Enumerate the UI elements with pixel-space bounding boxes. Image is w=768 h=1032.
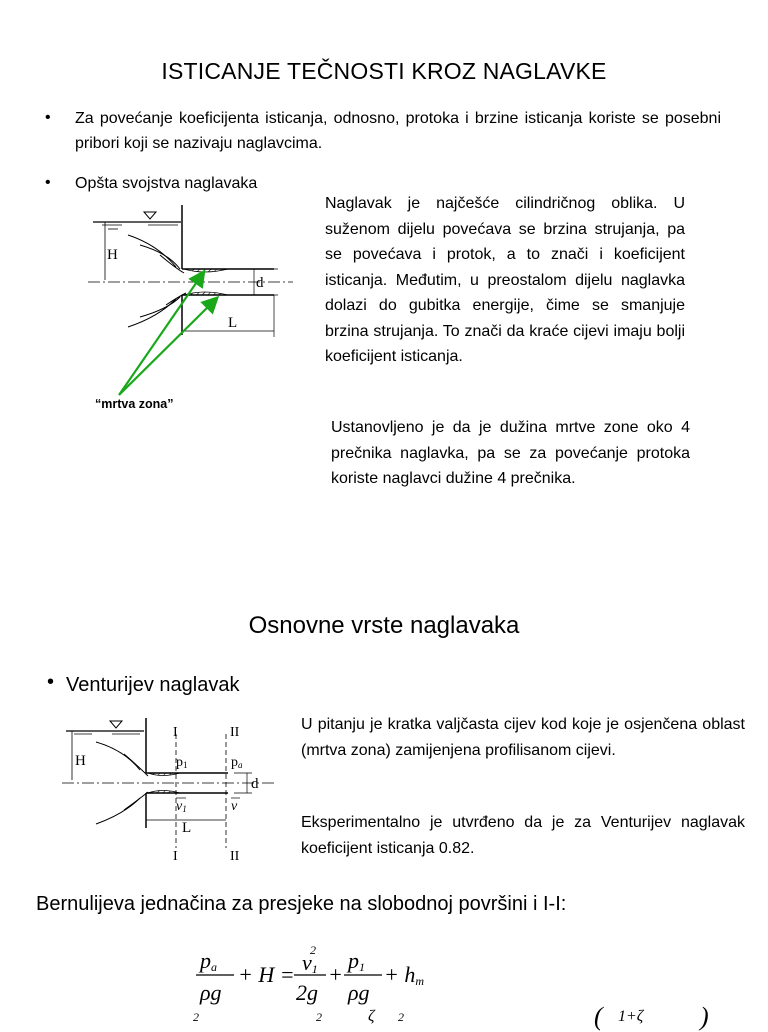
bernoulli-equation <box>190 942 430 1006</box>
bullet-text-intro: Za povećanje koeficijenta isticanja, odnosno, protoka i brzine isticanja koriste se posebni pribori koji se nazivaju naglavcima. <box>75 110 721 152</box>
venturi-heading: Venturijev naglavak <box>66 674 240 696</box>
venturi-diagram <box>62 718 282 868</box>
nozzle-diagram <box>88 205 298 410</box>
bullet-dot: • <box>45 109 51 126</box>
p1-label: p1 <box>176 755 188 770</box>
svg-text:ρg: ρg <box>348 980 370 1005</box>
section-title: Osnovne vrste naglavaka <box>248 612 520 639</box>
bullet-dot: • <box>47 671 55 693</box>
partial-sup-2: 2 <box>316 1010 322 1024</box>
section-II-bottom: II <box>230 849 240 864</box>
paragraph-nozzle-description: Naglavak je najčešće cilindričnog oblika. U suženom dijelu povećava se brzina strujanja, pa se povećava i protok, a to znači i koeficijent isticanja. Međutim, u preostalom dijelu naglavka dolazi do gubitka energije, čime se smanjuje brzina strujanja. To znači da kraće cijevi imaju bolji koeficijent isticanja. <box>325 195 685 365</box>
partial-sup-3: 2 <box>398 1010 404 1024</box>
svg-text:v1: v1 <box>302 950 318 976</box>
section-II-top: II <box>230 725 240 740</box>
svg-text:pa: pa <box>200 948 217 974</box>
venturi-label-d: d <box>251 776 259 792</box>
paragraph-venturi-coefficient: Eksperimentalno je utvrđeno da je za Venturijev naglavak koeficijent isticanja 0.82. <box>301 814 745 857</box>
venturi-label-L: L <box>182 820 192 836</box>
label-H: H <box>107 247 118 263</box>
svg-text:2: 2 <box>310 943 316 957</box>
label-d: d <box>256 275 264 291</box>
svg-text:+: + <box>328 962 343 987</box>
svg-text:+ hm: + hm <box>384 962 425 988</box>
partial-one-plus-zeta: 1+ζ <box>618 1008 644 1025</box>
svg-text:2g: 2g <box>296 980 318 1005</box>
paragraph-venturi-description: U pitanju je kratka valjčasta cijev kod koje je osjenčena oblast (mrtva zona) zamijenjena profilisanom cijevi. <box>301 716 745 759</box>
partial-paren-open: ( <box>594 1002 603 1031</box>
svg-text:p1: p1 <box>348 948 365 974</box>
paragraph-dead-zone-length: Ustanovljeno je da je dužina mrtve zone oko 4 prečnika naglavka, pa se za povećanje protoka koriste naglavci dužine 4 prečnika. <box>331 419 690 487</box>
venturi-label-H: H <box>75 753 86 769</box>
svg-text:ρg: ρg <box>200 980 222 1005</box>
page-title: ISTICANJE TEČNOSTI KROZ NAGLAVKE <box>161 58 607 84</box>
v-label: v <box>231 799 238 814</box>
partial-zeta: ζ <box>368 1008 375 1025</box>
bullet-dot: • <box>45 174 51 191</box>
bernoulli-heading: Bernulijeva jednačina za presjeke na slobodnoj površini i I-I: <box>36 893 567 915</box>
dead-zone-label: “mrtva zona” <box>95 397 174 411</box>
v1-label: v1 <box>176 799 187 814</box>
partial-paren-close: ) <box>700 1002 709 1031</box>
partial-sup-1: 2 <box>193 1010 199 1024</box>
bullet-text-general: Opšta svojstva naglavaka <box>75 175 258 192</box>
svg-text:+ H =: + H = <box>238 962 295 987</box>
pa-label: pa <box>231 755 243 770</box>
section-I-top: I <box>173 725 178 740</box>
section-I-bottom: I <box>173 849 178 864</box>
label-L: L <box>228 315 238 331</box>
